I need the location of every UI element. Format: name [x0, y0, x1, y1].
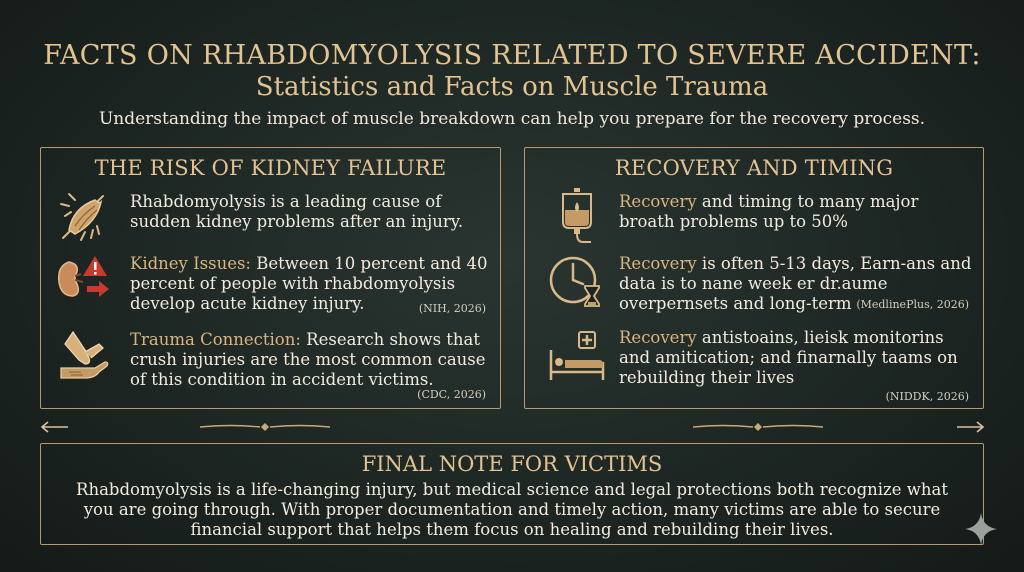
page-intro: Understanding the impact of muscle breakdown can help you prepare for the recovery process.	[98, 109, 926, 129]
item-highlight: Recovery	[619, 254, 697, 273]
left-arrow-icon	[40, 420, 70, 434]
sparkle-icon	[963, 511, 999, 547]
item-text	[130, 330, 490, 390]
page-subtitle-heading: Statistics and Facts on Muscle Trauma	[255, 72, 769, 102]
item-body: Rhabdomyolysis is a leading cause of sudden kidney problems after an injury.	[130, 192, 464, 231]
item-body: antistoains, lieisk monitorins and amitication; and finarnally taams on rebuilding their lives	[619, 328, 958, 387]
item-highlight: Recovery	[619, 192, 697, 211]
kidney-failure-panel	[40, 147, 501, 409]
item-text	[619, 328, 973, 388]
item-body: Research shows that crush injuries are the most common cause of this condition in accident victims.	[130, 330, 486, 389]
kidney-warning-icon	[55, 252, 115, 312]
recovery-panel	[524, 147, 984, 409]
item-body: Between 10 percent and 40 percent of people with rhabdomyolysis develop acute kidney injury.	[130, 254, 488, 313]
citation: (CDC, 2026)	[417, 388, 486, 401]
item-body: and timing to many major broath problems up to 50%	[619, 192, 919, 231]
item-highlight: Kidney Issues:	[130, 254, 251, 273]
page-title: FACTS ON RHABDOMYOLYSIS RELATED TO SEVERE ACCIDENT:	[43, 40, 981, 71]
kidney-failure-title: THE RISK OF KIDNEY FAILURE	[94, 156, 447, 180]
hospital-bed-icon	[547, 326, 607, 386]
iv-bag-icon	[547, 186, 607, 246]
final-note-panel	[40, 443, 984, 545]
citation: (MedlinePlus, 2026)	[856, 298, 969, 311]
item-highlight: Recovery	[619, 328, 697, 347]
final-note-title: FINAL NOTE FOR VICTIMS	[361, 452, 663, 476]
right-arrow-icon	[955, 420, 985, 434]
header	[0, 40, 1024, 130]
item-body: is often 5-13 days, Earn-ans and data is to nane week er dr.aume overpernsets and long-term	[619, 254, 972, 313]
ornament-divider-icon	[200, 420, 330, 434]
muscle-icon	[55, 186, 115, 246]
clock-hourglass-icon	[547, 252, 607, 312]
item-text	[130, 192, 490, 232]
crush-hands-icon	[55, 328, 115, 388]
citation: (NIDDK, 2026)	[885, 390, 969, 403]
item-text	[619, 192, 973, 232]
item-highlight: Trauma Connection:	[130, 330, 301, 349]
recovery-title: RECOVERY AND TIMING	[614, 156, 894, 180]
final-note-text: Rhabdomyolysis is a life-changing injury, but medical science and legal protections both recognize what you are going through. With proper documentation and timely action, many victims are able to secure financial support that helps them focus on healing and rebuilding their lives.	[76, 480, 948, 539]
ornament-divider-icon	[693, 420, 823, 434]
citation: (NIH, 2026)	[418, 302, 486, 315]
